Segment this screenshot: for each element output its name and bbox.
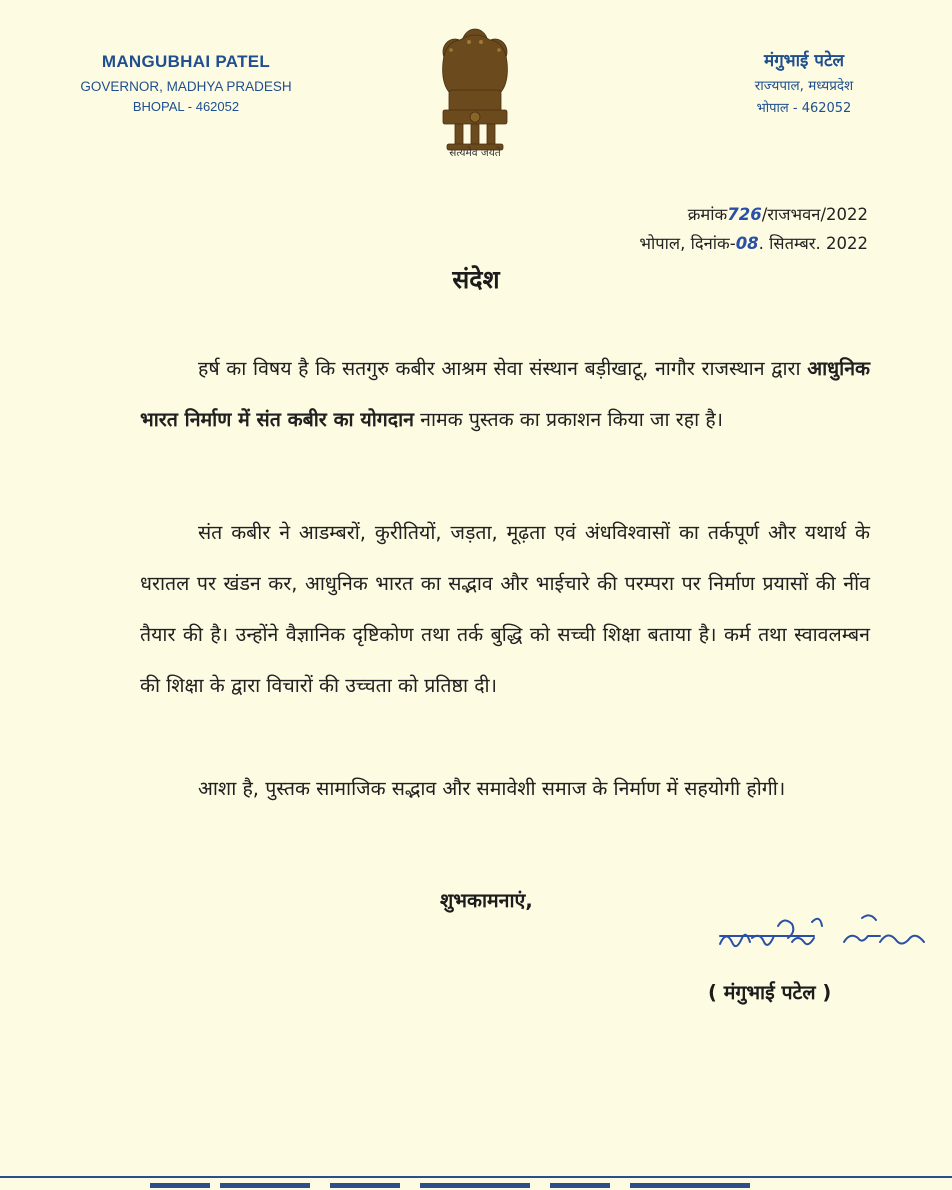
handwritten-signature: [712, 908, 932, 968]
emblem-motto: सत्यमेव जयते: [449, 147, 501, 159]
paragraph-3-text: आशा है, पुस्तक सामाजिक सद्भाव और समावेशी समाज के निर्माण में सहयोगी होगी।: [198, 777, 786, 800]
footer-text-fragment: [0, 1181, 952, 1190]
sender-name-hindi: मंगुभाई पटेल: [763, 51, 845, 71]
sender-address-english: BHOPAL - 462052: [132, 99, 240, 114]
sender-address-hindi: भोपाल - 462052: [756, 101, 852, 116]
letterhead-hindi: [704, 48, 904, 116]
reference-block: [639, 200, 868, 258]
reference-number-line: [639, 200, 868, 229]
paragraph-2-text: संत कबीर ने आडम्बरों, कुरीतियों, जड़ता, मूढ़ता एवं अंधविश्वासों का तर्कपूर्ण और यथार्थ के धरातल पर खंडन कर, आधुनिक भारत का सद्भाव और भाईचारे की परम्परा पर निर्माण प्रयासों की नींव तैयार की है। उन्होंने वैज्ञानिक दृष्टिकोण तथा तर्क बुद्धि को सच्ची शिक्षा बताया है। कर्म तथा स्वावलम्बन की शिक्षा के द्वारा विचारों की उच्चता को प्रतिष्ठा दी।: [140, 521, 870, 697]
paragraph-3: [140, 763, 870, 814]
paragraph-1-text-b: नामक पुस्तक का प्रकाशन किया जा रहा है।: [413, 408, 724, 431]
paragraph-1-text-a: हर्ष का विषय है कि सतगुरु कबीर आश्रम सेवा संस्थान बड़ीखाटू, नागौर राजस्थान द्वारा: [198, 357, 808, 380]
letter-title: संदेश: [452, 265, 500, 294]
paragraph-1: [140, 343, 870, 445]
reference-suffix: /राजभवन/2022: [761, 205, 868, 224]
signatory-name: ( मंगुभाई पटेल ): [708, 981, 832, 1004]
paragraph-2: [140, 507, 870, 711]
sender-name-english: MANGUBHAI PATEL: [101, 52, 271, 71]
closing-greeting: शुभकामनाएं,: [440, 889, 533, 912]
reference-prefix: क्रमांक: [687, 205, 728, 224]
date-day: 08: [735, 234, 759, 253]
reference-date-line: [639, 229, 868, 258]
date-suffix: . सितम्बर. 2022: [758, 234, 868, 253]
reference-number: 726: [727, 205, 762, 224]
sender-title-english: GOVERNOR, MADHYA PRADESH: [80, 79, 292, 94]
date-prefix: भोपाल, दिनांक-: [639, 234, 736, 253]
sender-title-hindi: राज्यपाल, मध्यप्रदेश: [754, 78, 854, 94]
footer-divider: [0, 1176, 952, 1178]
book-title: आधुनिक भारत निर्माण में संत कबीर का योगदान: [140, 357, 870, 431]
letterhead-english: [66, 52, 306, 114]
